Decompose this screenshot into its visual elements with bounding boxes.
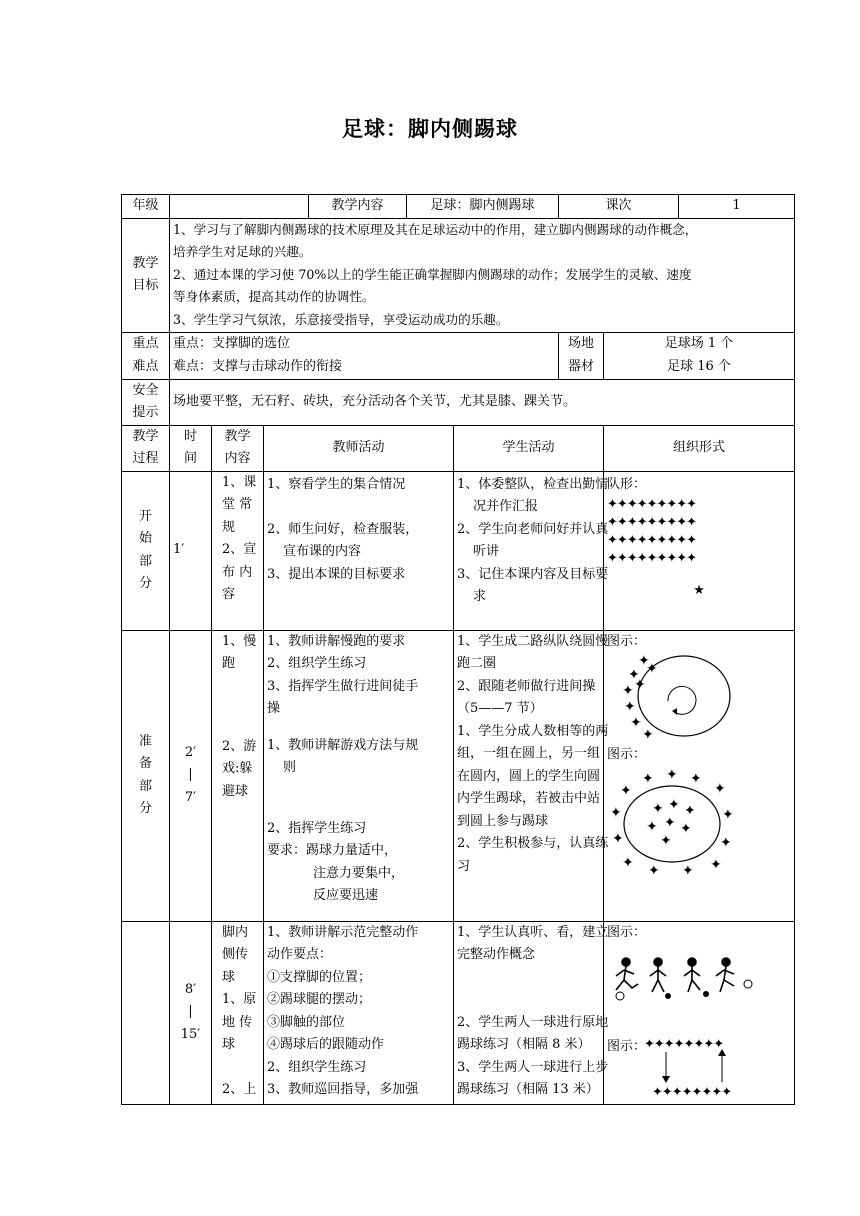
prep-org [604,630,795,921]
main-phase [122,921,170,1104]
svg-text:✦: ✦ [722,806,734,823]
keypoints-text [170,332,559,379]
student-col-label: 学生活动 [454,425,604,471]
svg-text:✦: ✦ [714,780,726,797]
svg-text:✦✦✦✦✦✦✦✦: ✦✦✦✦✦✦✦✦ [652,1084,732,1100]
teacher-col-label: 教师活动 [264,425,454,471]
svg-text:✦: ✦ [646,660,658,677]
safety-label: 安全 提示 [122,379,170,425]
diagram-label-pairs: 图示： [607,1038,647,1054]
jog-circle-diagram [616,651,731,741]
start-student: 1、体委整队，检查出勤情 况并作汇报 2、学生向老师问好并认真 听讲 3、记住本课内容及目标要 求 [454,471,604,630]
svg-text:✦: ✦ [720,834,732,851]
main-student: 1、学生认真听、看，建立 完整动作概念 2、学生两人一球进行原地 踢球练习（相隔 8 米） 3、学生两人一球进行上步 踢球练习（相隔 13 米） [454,921,604,1104]
formation-row: ✦✦✦✦✦✦✦✦✦ [607,515,697,530]
prep-phase: 准 备 部 分 [122,630,170,921]
prep-teacher: 1、教师讲解慢跑的要求 2、组织学生练习 3、指挥学生做行进间徒手 操 1、教师讲解游戏方法与规 则 2、指挥学生练习 要求：踢球力量适中， 注意力要集中， 反应要迅速 [264,630,454,921]
svg-text:✦: ✦ [634,676,646,693]
svg-text:✦: ✦ [622,682,634,699]
svg-text:✦: ✦ [646,818,658,835]
svg-text:✦: ✦ [666,768,678,783]
venue-label: 场地 器材 [559,332,604,379]
svg-text:✦✦✦✦✦✦✦✦: ✦✦✦✦✦✦✦✦ [644,1036,724,1052]
key-point: 重点：支撑脚的选位 [173,336,291,351]
svg-text:✦: ✦ [630,714,642,731]
svg-text:✦: ✦ [638,652,650,669]
svg-text:✦: ✦ [660,832,672,849]
lesson-label: 课次 [559,195,679,219]
main-time: 8′ | 15′ [170,921,212,1104]
time-label: 时 间 [170,425,212,471]
svg-text:✦: ✦ [628,666,640,683]
svg-text:✦: ✦ [680,820,692,837]
start-content: 1、课 堂 常 规 2、宣 布 内 容 [212,471,264,630]
start-time: 1′ [170,471,212,630]
lesson-plan-table [121,194,795,1105]
svg-text:✦: ✦ [684,802,696,819]
grade-label: 年级 [122,195,170,219]
diagram-label-dodgeball: 图示： [607,746,647,762]
content-col-label: 教学 内容 [212,425,264,471]
prep-time: 2′ | 7′ [170,630,212,921]
start-teacher: 1、察看学生的集合情况 2、师生问好，检查服装， 宣布课的内容 3、提出本课的目标要求 [264,471,454,630]
svg-text:✦: ✦ [624,698,636,715]
start-phase: 开 始 部 分 [122,471,170,630]
main-teacher: 1、教师讲解示范完整动作 动作要点： ①支撑脚的位置； ②踢球腿的摆动； ③脚触的部位 ④踢球后的跟随动作 2、组织学生练习 3、教师巡回指导，多加强 [264,921,454,1104]
safety-text: 场地要平整，无石籽、砖块，充分活动各个关节，尤其是膝、踝关节。 [170,379,795,425]
formation-row: ✦✦✦✦✦✦✦✦✦ [607,533,697,548]
diagram-label-jog: 图示： [607,633,647,649]
keypoints-label: 重点 难点 [122,332,170,379]
goals-label: 教学 目标 [122,218,170,332]
svg-text:✦: ✦ [620,782,632,799]
org-col-label: 组织形式 [604,425,795,471]
difficult-point: 难点：支撑与击球动作的衔接 [173,358,343,374]
svg-text:✦: ✦ [642,770,654,787]
svg-text:✦: ✦ [642,726,654,741]
pair-passing-diagram [644,1034,754,1100]
svg-text:✦: ✦ [622,854,634,871]
svg-text:✦: ✦ [664,814,676,831]
main-content: 脚内 侧传 球 1、原 地 传 球 2、上 [212,921,264,1104]
diagram-label-players: 图示： [607,924,647,940]
start-org [604,471,795,630]
formation-label: 队形： [607,476,647,492]
svg-text:✦: ✦ [668,796,680,813]
process-label: 教学 过程 [122,425,170,471]
svg-text:✦: ✦ [648,862,660,879]
lesson-value: 1 [679,195,795,219]
teacher-position-icon: ★ [693,583,705,598]
prep-content: 1、慢 跑 2、游 戏:躲 避球 [212,630,264,921]
svg-text:✦: ✦ [652,800,664,817]
content-label: 教学内容 [309,195,407,219]
svg-text:✦: ✦ [610,804,622,821]
svg-text:✦: ✦ [612,830,624,847]
content-value: 足球：脚内侧踢球 [407,195,559,219]
kicking-players-illustration [608,954,756,1006]
venue-value: 足球场 1 个 足球 16 个 [604,332,795,379]
svg-text:✦: ✦ [690,770,702,787]
svg-text:✦: ✦ [682,862,694,879]
formation-row: ✦✦✦✦✦✦✦✦✦ [607,551,697,566]
formation-row: ✦✦✦✦✦✦✦✦✦ [607,497,697,512]
dodgeball-diagram [610,769,735,879]
main-org [604,921,795,1104]
page-title: 足球：脚内侧踢球 [342,116,518,141]
prep-student: 1、学生成二路纵队绕圆慢 跑二圈 2、跟随老师做行进间操 （5——7 节） 1、学生分成人数相等的两 组，一组在圆上，另一组 在圆内，圆上的学生向圆 内学生踢球，若被击中站 到圆上参与踢球 2、学生积极参与，认真练 习 [454,630,604,921]
grade-value [170,195,309,219]
goals-text: 1、学习与了解脚内侧踢球的技术原理及其在足球运动中的作用，建立脚内侧踢球的动作概念， 培养学生对足球的兴趣。 2、通过本课的学习使 70%以上的学生能正确掌握脚内侧踢球的动作；发展学生的灵敏、速度 等身体素质，提高其动作的协调性。 3、学生学习气氛浓，乐意接受指导，享受运动成功的乐趣。 [170,218,795,332]
svg-text:✦: ✦ [710,856,722,873]
